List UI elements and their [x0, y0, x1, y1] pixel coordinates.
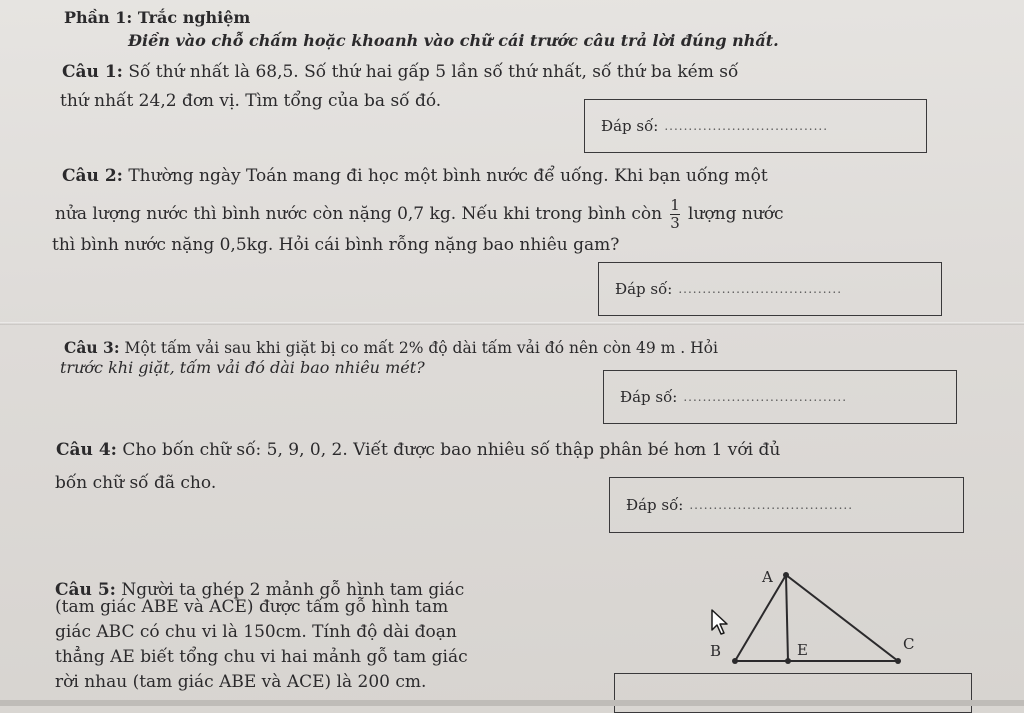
section-instruction: Điền vào chỗ chấm hoặc khoanh vào chữ cái trước câu trả lời đúng nhất.: [128, 31, 779, 50]
answer-label: Đáp số:: [601, 117, 659, 135]
question-label: Câu 1:: [62, 62, 123, 82]
question-label: Câu 2:: [62, 166, 123, 186]
question-text: [55, 198, 784, 231]
answer-label: Đáp số:: [626, 496, 684, 514]
answer-box-5[interactable]: [614, 673, 972, 713]
question-text-part: nửa lượng nước thì bình nước còn nặng 0,7 kg. Nếu khi trong bình còn: [55, 204, 663, 224]
question-text: thì bình nước nặng 0,5kg. Hỏi cái bình rỗng nặng bao nhiêu gam?: [52, 235, 620, 255]
answer-label: Đáp số:: [615, 280, 673, 298]
answer-box-1[interactable]: [584, 99, 927, 153]
question-label: Câu 4:: [56, 440, 117, 460]
triangle-abc-outline: [735, 575, 898, 661]
question-4: [56, 440, 780, 460]
question-1: [62, 62, 738, 82]
fraction-denominator: 3: [670, 214, 680, 232]
paper-fold: [0, 322, 1024, 325]
answer-box-2[interactable]: [598, 262, 942, 316]
answer-box-4[interactable]: [609, 477, 964, 533]
point-c: [895, 658, 901, 664]
fraction-one-third: [670, 198, 680, 231]
question-text-part: lượng nước: [688, 204, 784, 224]
question-label: Câu 5:: [55, 580, 116, 600]
label-c: C: [903, 635, 915, 653]
question-text: Thường ngày Toán mang đi học một bình nước để uống. Khi bạn uống một: [128, 166, 768, 186]
answer-blank: ..................................: [683, 390, 848, 404]
point-a: [783, 572, 789, 578]
question-text: thứ nhất 24,2 đơn vị. Tìm tổng của ba số đó.: [60, 91, 442, 111]
bottom-edge: [0, 700, 1024, 706]
question-text: Cho bốn chữ số: 5, 9, 0, 2. Viết được bao nhiêu số thập phân bé hơn 1 với đủ: [122, 440, 781, 460]
fraction-numerator: 1: [670, 196, 680, 214]
question-text: trước khi giặt, tấm vải đó dài bao nhiêu mét?: [60, 358, 425, 377]
point-e: [785, 658, 791, 664]
answer-blank: ..................................: [664, 119, 829, 133]
question-text: giác ABC có chu vi là 150cm. Tính độ dài đoạn: [55, 622, 457, 642]
question-text: rời nhau (tam giác ABE và ACE) là 200 cm.: [55, 672, 427, 692]
question-text: Một tấm vải sau khi giặt bị co mất 2% độ dài tấm vải đó nên còn 49 m . Hỏi: [124, 339, 718, 357]
question-text: thẳng AE biết tổng chu vi hai mảnh gỗ tam giác: [55, 647, 468, 667]
answer-blank: ..................................: [678, 282, 843, 296]
question-text: (tam giác ABE và ACE) được tấm gỗ hình tam: [55, 597, 449, 617]
question-text: bốn chữ số đã cho.: [55, 473, 217, 493]
question-text: Người ta ghép 2 mảnh gỗ hình tam giác: [121, 580, 465, 600]
answer-label: Đáp số:: [620, 388, 678, 406]
question-2: [62, 166, 768, 186]
mouse-cursor-icon: [710, 608, 730, 636]
point-b: [732, 658, 738, 664]
label-e: E: [797, 641, 808, 659]
label-a: A: [762, 568, 773, 586]
triangle-figure: [700, 560, 940, 680]
label-b: B: [710, 642, 722, 660]
segment-ae: [786, 575, 788, 661]
question-3: [64, 338, 718, 357]
answer-blank: ..................................: [689, 498, 854, 512]
section-title: Phần 1: Trắc nghiệm: [64, 8, 251, 27]
question-label: Câu 3:: [64, 338, 120, 357]
question-text: Số thứ nhất là 68,5. Số thứ hai gấp 5 lần số thứ nhất, số thứ ba kém số: [128, 62, 739, 82]
answer-box-3[interactable]: [603, 370, 957, 424]
